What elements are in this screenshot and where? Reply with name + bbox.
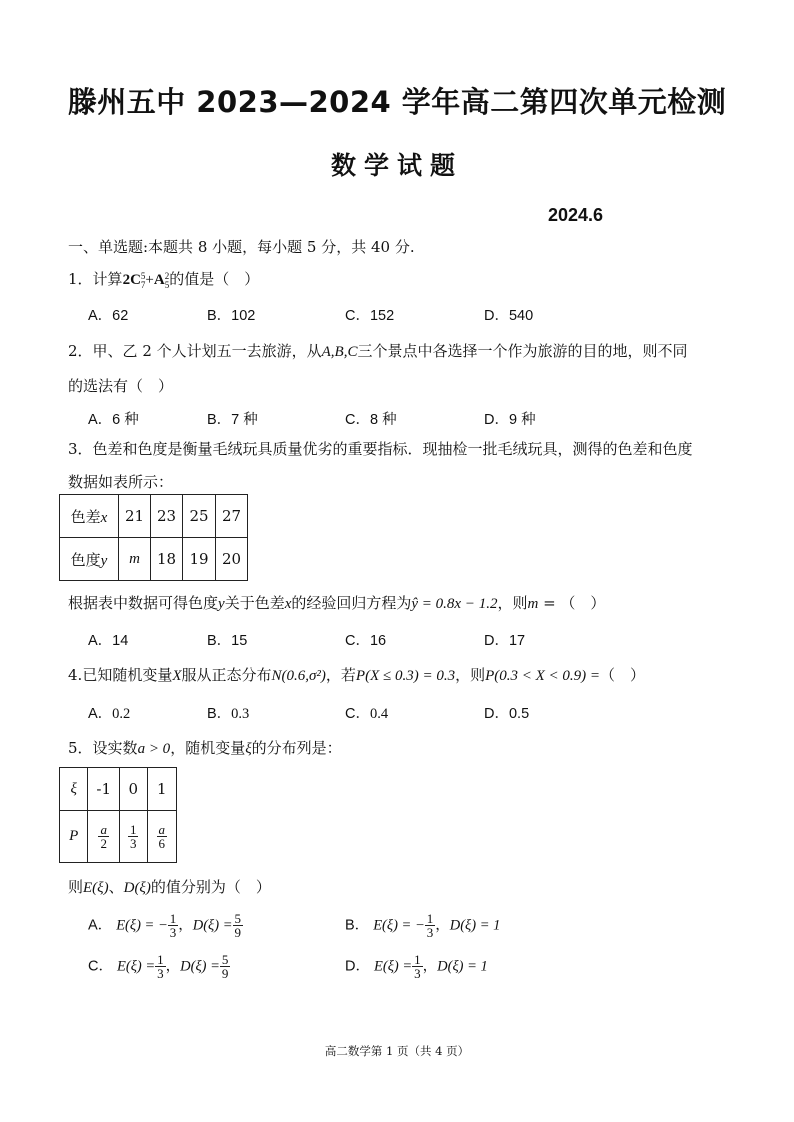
q4-option-a[interactable]: A．0.2 (88, 706, 131, 722)
question-2-line1: 2．甲、乙 2 个人计划五一去旅游，从A,B,C三个景点中各选择一个作为旅游的目的地，则不同 (68, 342, 688, 360)
table-cell: m (119, 538, 151, 581)
table-row (60, 811, 177, 863)
q1-option-a[interactable]: A．62 (88, 308, 129, 324)
page-footer: 高二数学第 1 页（共 4 页） (324, 1044, 470, 1058)
q1-plus: + (145, 272, 154, 288)
q5-option-d[interactable]: D． E(ξ) = $\frac{1}{3}$ ，D(ξ) = 1 (345, 952, 488, 981)
q2-option-c[interactable]: C．8 种 (345, 412, 397, 428)
table-cell: P (60, 811, 88, 863)
q3-option-d[interactable]: D．17 (484, 633, 526, 649)
table-row (60, 768, 177, 811)
table-cell: $\frac{a}{2}$ (88, 811, 120, 863)
table-row (60, 538, 248, 581)
table-cell: 23 (151, 495, 183, 538)
table-cell: 21 (119, 495, 151, 538)
question-2-line2: 的选法有（ ） (68, 377, 174, 395)
q3-data-table (59, 494, 248, 581)
exam-title: 滕州五中 2023—2024 学年高二第四次单元检测 (67, 85, 727, 119)
q1-number: 1． (68, 270, 93, 288)
q5-option-c[interactable]: C． E(ξ) = $\frac{1}{3}$ ，D(ξ) = $\frac{5}{9}$ (88, 952, 229, 981)
q5-option-a[interactable]: A． E(ξ) = − $\frac{1}{3}$ ，D(ξ) = $\frac{5}{9}$ (88, 911, 241, 940)
question-1 (68, 268, 259, 290)
q1-pre: 计算 (92, 270, 123, 288)
q1-expr-a: 2C 5 7 (122, 270, 146, 290)
q4-option-b[interactable]: B．0.3 (207, 706, 250, 722)
q2-option-b[interactable]: B．7 种 (207, 412, 258, 428)
table-cell: 色度y (60, 538, 119, 581)
section-heading: 一、单选题:本题共 8 小题，每小题 5 分，共 40 分. (68, 238, 415, 256)
q1-option-d[interactable]: D．540 (484, 308, 534, 324)
q1-option-b[interactable]: B．102 (207, 308, 256, 324)
q3-option-a[interactable]: A．14 (88, 633, 129, 649)
q1-expr-b: A 2 5 (153, 270, 170, 290)
exam-subject: 数学试题 (330, 151, 463, 180)
q1-option-c[interactable]: C．152 (345, 308, 395, 324)
table-cell: 20 (216, 538, 248, 581)
q2-option-d[interactable]: D．9 种 (484, 412, 536, 428)
q4-option-d[interactable]: D．0.5 (484, 706, 530, 722)
q3-option-b[interactable]: B．15 (207, 633, 248, 649)
table-cell: 0 (119, 768, 147, 811)
exam-date: 2024.6 (548, 205, 604, 225)
question-3-line2: 数据如表所示： (68, 473, 174, 491)
table-cell: 1 (147, 768, 177, 811)
table-cell: $\frac{1}{3}$ (119, 811, 147, 863)
q4-option-c[interactable]: C．0.4 (345, 706, 389, 722)
q1-post: 的值是（ ） (169, 270, 260, 288)
table-cell: 27 (216, 495, 248, 538)
table-cell: 19 (183, 538, 216, 581)
table-cell: ξ (60, 768, 88, 811)
q3-option-c[interactable]: C．16 (345, 633, 387, 649)
q2-option-a[interactable]: A．6 种 (88, 412, 139, 428)
q5-option-b[interactable]: B． E(ξ) = − $\frac{1}{3}$ ，D(ξ) = 1 (345, 911, 501, 940)
question-5-ask: 则E(ξ)、D(ξ)的值分别为（ ） (68, 878, 271, 896)
question-4: 4.已知随机变量X服从正态分布N(0.6,σ²)，若P(X ≤ 0.3) = 0.3，则P(0.3 < X < 0.9) =（ ） (68, 666, 646, 684)
question-5: 5．设实数a > 0，随机变量ξ的分布列是： (68, 739, 342, 757)
table-cell: 18 (151, 538, 183, 581)
table-cell: 色差x (60, 495, 119, 538)
table-row (60, 495, 248, 538)
table-cell: 25 (183, 495, 216, 538)
table-cell: $\frac{a}{6}$ (147, 811, 177, 863)
question-3-line1: 3．色差和色度是衡量毛绒玩具质量优劣的重要指标．现抽检一批毛绒玩具，测得的色差和色度 (68, 440, 693, 458)
q5-distribution-table (59, 767, 177, 863)
question-3-line3: 根据表中数据可得色度y关于色差x的经验回归方程为ŷ = 0.8x − 1.2，则m = （ ） (68, 594, 606, 612)
table-cell: -1 (88, 768, 120, 811)
